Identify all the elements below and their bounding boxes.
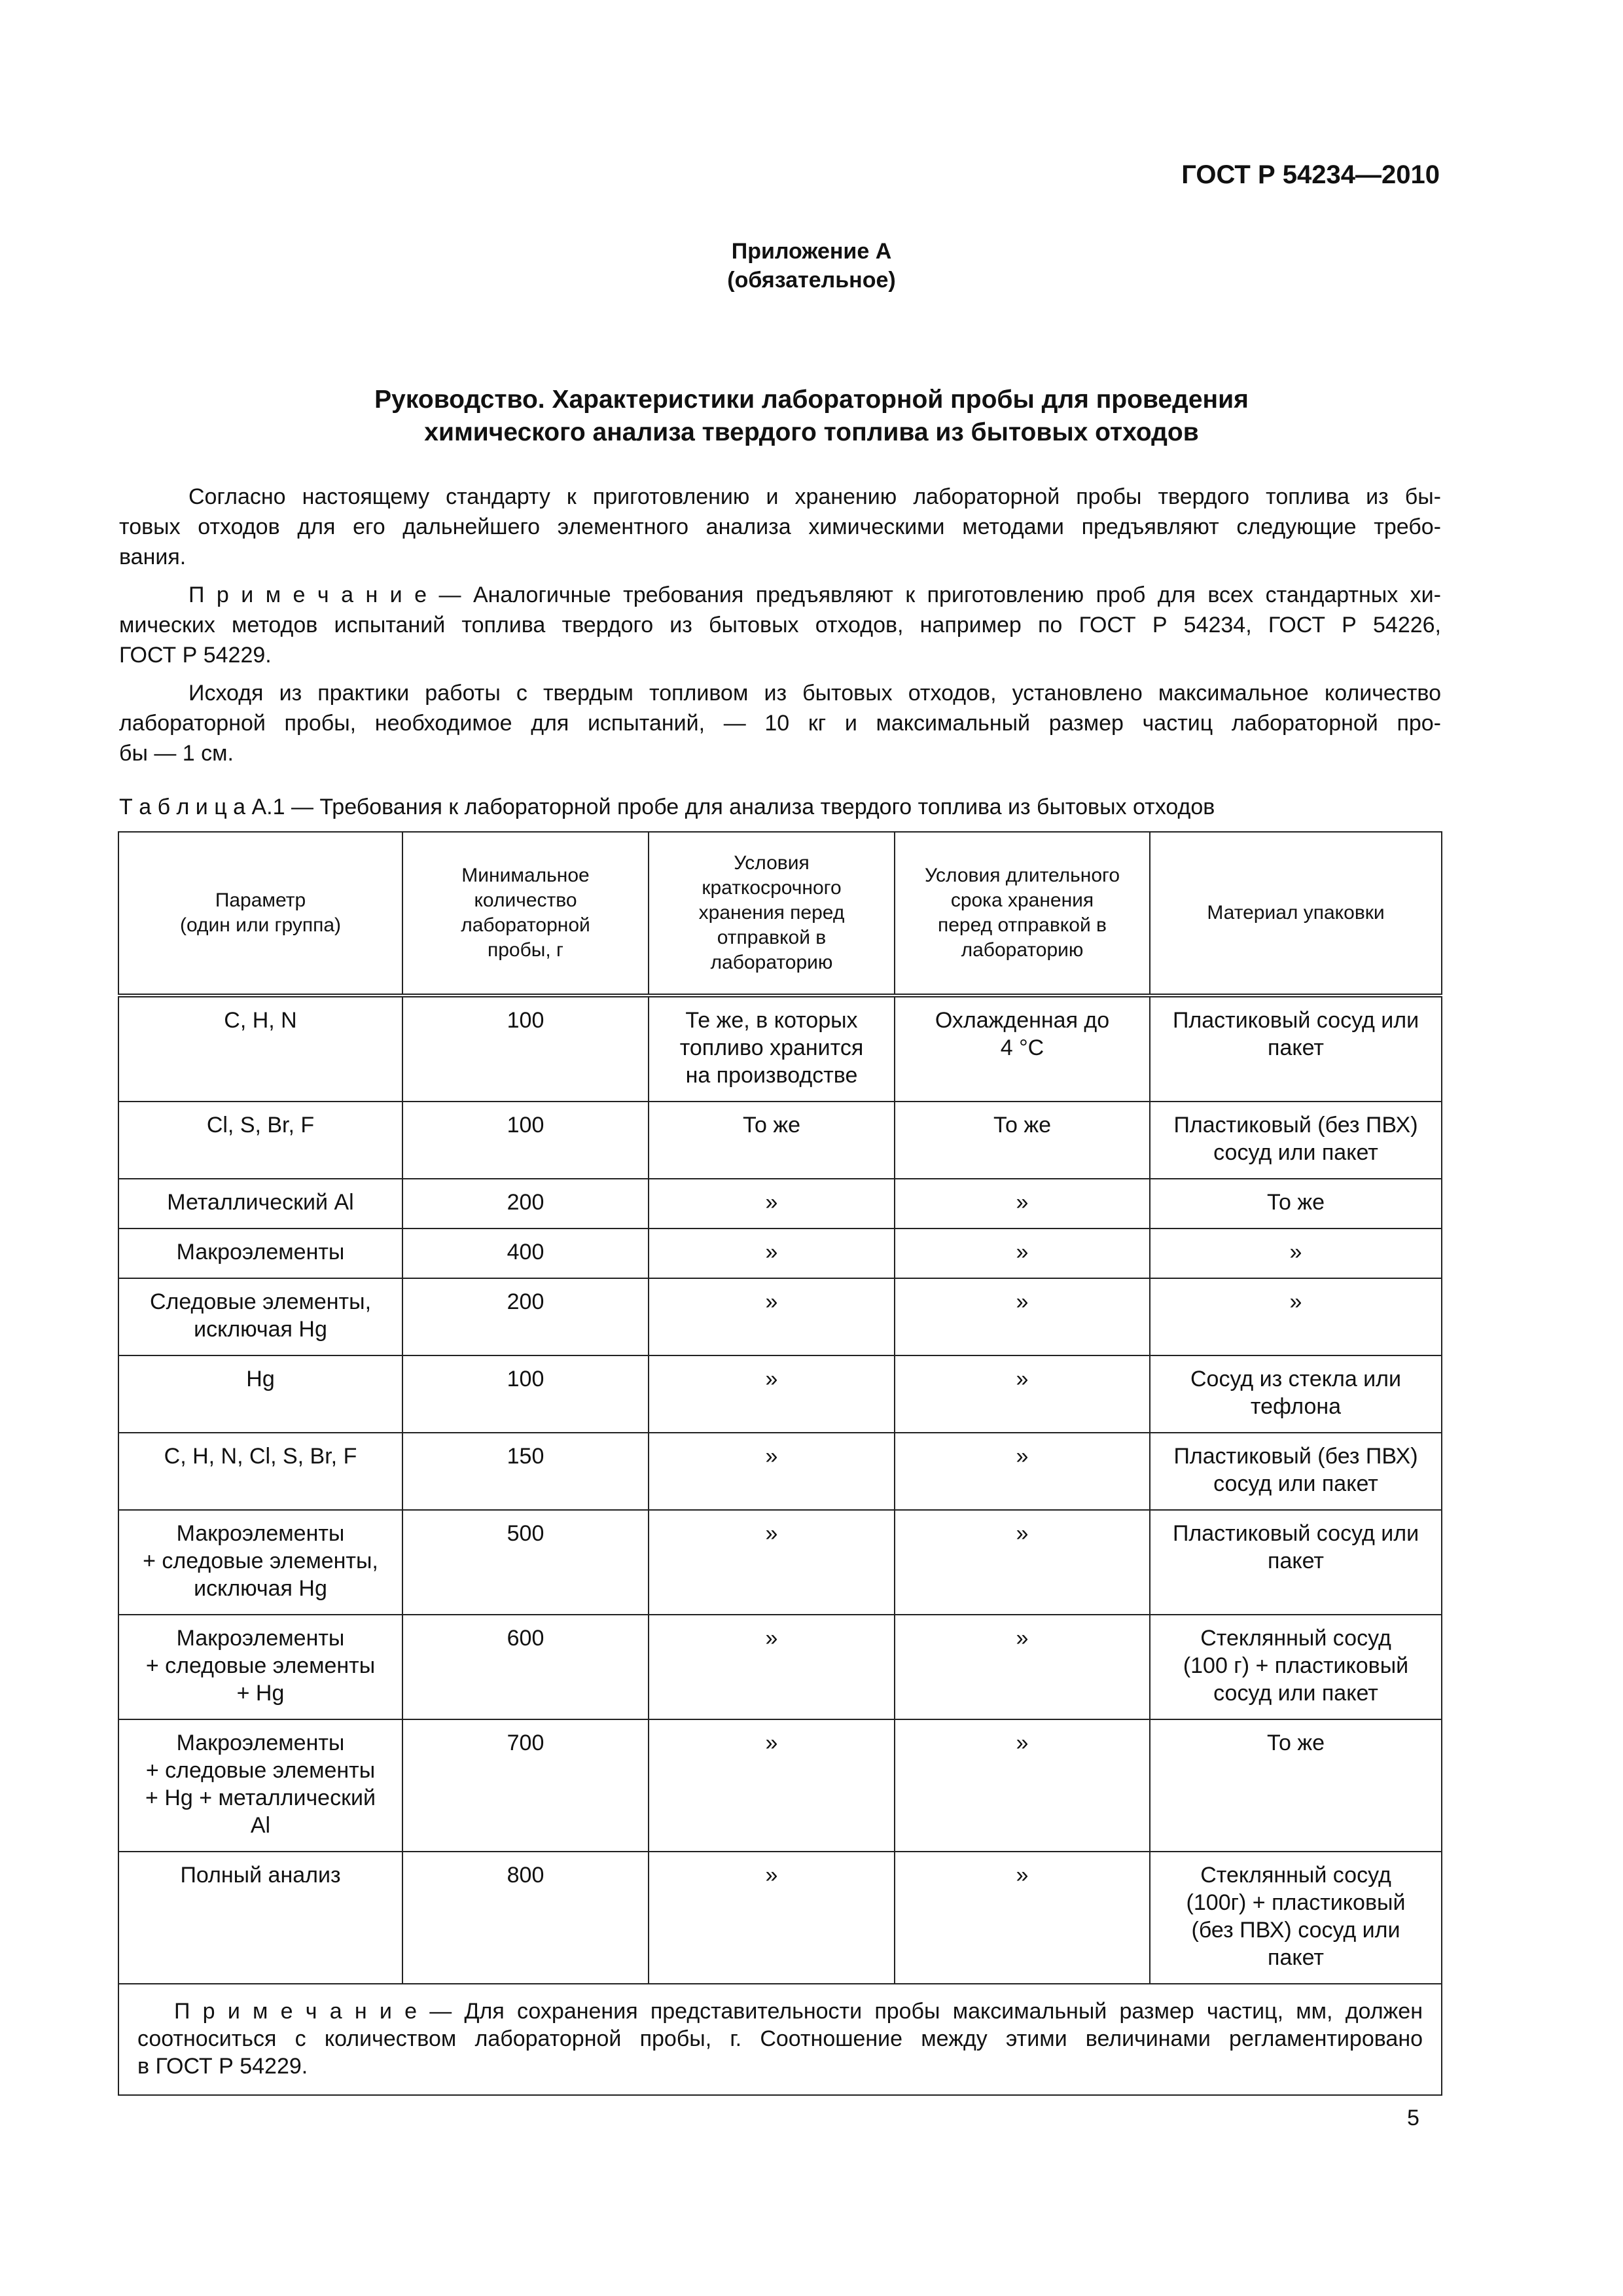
cell-min-quantity: 700	[402, 1719, 649, 1852]
cell-line: То же	[993, 1113, 1052, 1138]
cell-min-quantity: 500	[402, 1510, 649, 1615]
cell-parameter	[118, 1852, 402, 1984]
cell-line: Следовые элементы,	[149, 1289, 372, 1314]
cell-line: Макроэлементы	[176, 1240, 345, 1265]
cell-line: »	[765, 1731, 778, 1755]
table-row	[118, 1510, 1442, 1615]
requirements-table	[118, 831, 1442, 2096]
cell-min-quantity: 400	[402, 1229, 649, 1278]
cell-line: То же	[1266, 1190, 1325, 1215]
paragraph-line: товых отходов для его дальнейшего элементного анализа химическими методами предъявляют следующие требо-	[119, 514, 1441, 539]
cell-line: »	[765, 1444, 778, 1469]
cell-long-storage	[895, 1433, 1150, 1510]
cell-line: »	[1016, 1289, 1029, 1314]
paragraph-line: Исходя из практики работы с твердым топливом из бытовых отходов, установлено максимальное количество	[188, 681, 1441, 706]
cell-line: »	[1016, 1190, 1029, 1215]
intro-paragraph	[119, 482, 1441, 572]
cell-packaging	[1150, 1278, 1442, 1355]
cell-line: пакет	[1268, 1035, 1324, 1060]
main-heading	[131, 384, 1492, 449]
cell-line: 4 °С	[1000, 1035, 1044, 1060]
paragraph-line: мических методов испытаний топлива твердого из бытовых отходов, например по ГОСТ Р 54234, ГОСТ Р 54226,	[119, 613, 1441, 637]
cell-min-quantity: 100	[402, 1355, 649, 1433]
cell-short-storage	[649, 1510, 895, 1615]
cell-long-storage	[895, 1852, 1150, 1984]
page-number: 5	[1407, 2106, 1419, 2130]
cell-long-storage	[895, 1102, 1150, 1179]
cell-line: C, H, N, Cl, S, Br, F	[164, 1444, 357, 1469]
table-note-label: П р и м е ч а н и е	[174, 1999, 418, 2024]
header-line: Параметр	[215, 889, 306, 911]
header-line: Материал упаковки	[1207, 902, 1385, 924]
appendix-status: (обязательное)	[727, 268, 896, 293]
cell-short-storage	[649, 1355, 895, 1433]
header-line: Минимальное	[461, 865, 590, 886]
cell-parameter	[118, 1278, 402, 1355]
cell-short-storage	[649, 1615, 895, 1719]
cell-line: »	[1016, 1863, 1029, 1888]
cell-min-quantity: 100	[402, 1102, 649, 1179]
cell-parameter	[118, 1102, 402, 1179]
cell-line: Макроэлементы	[176, 1626, 345, 1651]
cell-min-quantity: 600	[402, 1615, 649, 1719]
table-caption	[119, 795, 1215, 820]
cell-long-storage	[895, 1719, 1150, 1852]
cell-line: Макроэлементы	[176, 1521, 345, 1546]
header-line: Условия длительного	[924, 865, 1120, 886]
cell-line: + следовые элементы	[145, 1758, 376, 1783]
cell-parameter	[118, 1229, 402, 1278]
header-min-quantity	[402, 832, 649, 996]
practice-paragraph	[119, 678, 1441, 768]
cell-line: »	[1016, 1626, 1029, 1651]
paragraph-line: Согласно настоящему стандарту к приготовлению и хранению лабораторной пробы твердого топлива из бы-	[188, 484, 1441, 509]
cell-line: Пластиковый сосуд или	[1172, 1008, 1419, 1033]
header-line: количество	[474, 889, 577, 911]
table-row	[118, 1719, 1442, 1852]
cell-packaging	[1150, 1433, 1442, 1510]
header-long-storage	[895, 832, 1150, 996]
cell-parameter	[118, 996, 402, 1102]
cell-line: на производстве	[685, 1063, 858, 1088]
cell-packaging	[1150, 1179, 1442, 1229]
header-line: отправкой в	[717, 927, 827, 948]
cell-line: Cl, S, Br, F	[206, 1113, 315, 1138]
table-caption-text: А.1 — Требования к лабораторной пробе для анализа твердого топлива из бытовых отходов	[245, 795, 1215, 819]
cell-long-storage	[895, 1355, 1150, 1433]
cell-parameter	[118, 1179, 402, 1229]
table-note-row	[118, 1984, 1442, 2095]
paragraph-line: бы — 1 см.	[119, 741, 234, 766]
cell-line: Полный анализ	[180, 1863, 341, 1888]
header-packaging	[1150, 832, 1442, 996]
table-row	[118, 1852, 1442, 1984]
cell-line: Пластиковый (без ПВХ)	[1173, 1113, 1418, 1138]
table-caption-label: Т а б л и ц а	[119, 795, 246, 819]
cell-parameter	[118, 1433, 402, 1510]
cell-packaging	[1150, 1615, 1442, 1719]
cell-parameter	[118, 1355, 402, 1433]
cell-line: То же	[742, 1113, 801, 1138]
cell-long-storage	[895, 1615, 1150, 1719]
header-line: лабораторию	[710, 952, 833, 973]
cell-line: исключая Hg	[194, 1576, 327, 1601]
cell-line: пакет	[1268, 1549, 1324, 1573]
table-row	[118, 1278, 1442, 1355]
cell-line: То же	[1266, 1731, 1325, 1755]
cell-packaging	[1150, 996, 1442, 1102]
main-heading-line: химического анализа твердого топлива из бытовых отходов	[424, 418, 1199, 446]
cell-line: »	[1289, 1289, 1302, 1314]
cell-long-storage	[895, 1229, 1150, 1278]
cell-line: Охлажденная до	[935, 1008, 1110, 1033]
cell-line: »	[765, 1190, 778, 1215]
cell-line: »	[1289, 1240, 1302, 1265]
cell-line: »	[765, 1240, 778, 1265]
cell-min-quantity: 150	[402, 1433, 649, 1510]
cell-min-quantity: 200	[402, 1278, 649, 1355]
cell-line: Стеклянный сосуд	[1200, 1863, 1391, 1888]
cell-line: »	[1016, 1240, 1029, 1265]
paragraph-line: лабораторной пробы, необходимое для испытаний, — 10 кг и максимальный размер частиц лабораторной про-	[119, 711, 1441, 736]
cell-short-storage	[649, 1229, 895, 1278]
cell-line: Макроэлементы	[176, 1731, 345, 1755]
table-row	[118, 1615, 1442, 1719]
cell-short-storage	[649, 1278, 895, 1355]
cell-long-storage	[895, 1179, 1150, 1229]
note-text: — Аналогичные требования предъявляют к приготовлению проб для всех стандартных хи-	[427, 583, 1441, 607]
header-line: Условия	[734, 852, 810, 874]
cell-line: Металлический Al	[167, 1190, 354, 1215]
cell-packaging	[1150, 1510, 1442, 1615]
table-note-line: в ГОСТ Р 54229.	[137, 2054, 308, 2079]
cell-line: »	[765, 1367, 778, 1391]
cell-line: сосуд или пакет	[1213, 1140, 1378, 1165]
header-parameter	[118, 832, 402, 996]
note-paragraph	[119, 580, 1441, 670]
cell-packaging	[1150, 1355, 1442, 1433]
cell-line: (100г) + пластиковый	[1186, 1890, 1406, 1915]
cell-line: тефлона	[1250, 1394, 1342, 1419]
table-note-text: — Для сохранения представительности пробы максимальный размер частиц, мм, должен	[417, 1999, 1423, 2024]
header-line: (один или группа)	[180, 914, 341, 936]
cell-line: »	[765, 1863, 778, 1888]
paragraph-line	[119, 580, 1441, 610]
header-line: хранения перед	[698, 902, 845, 924]
table-row	[118, 1433, 1442, 1510]
paragraph-line: вания.	[119, 545, 187, 569]
table-row	[118, 1355, 1442, 1433]
cell-min-quantity: 100	[402, 996, 649, 1102]
cell-line: + Hg	[236, 1681, 285, 1706]
header-line: перед отправкой в	[938, 914, 1107, 936]
cell-line: »	[765, 1521, 778, 1546]
cell-line: Те же, в которых	[685, 1008, 858, 1033]
cell-long-storage	[895, 1510, 1150, 1615]
cell-line: »	[765, 1289, 778, 1314]
header-line: лабораторию	[961, 939, 1084, 961]
cell-line: »	[1016, 1731, 1029, 1755]
cell-parameter	[118, 1510, 402, 1615]
cell-line: + Hg + металлический	[145, 1785, 376, 1810]
cell-line: Пластиковый сосуд или	[1172, 1521, 1419, 1546]
cell-line: »	[1016, 1444, 1029, 1469]
cell-line: пакет	[1268, 1945, 1324, 1970]
cell-parameter	[118, 1615, 402, 1719]
table-row	[118, 1229, 1442, 1278]
appendix-label: Приложение А	[731, 239, 892, 264]
header-short-storage	[649, 832, 895, 996]
cell-line: (без ПВХ) сосуд или	[1191, 1918, 1400, 1943]
cell-packaging	[1150, 1229, 1442, 1278]
cell-packaging	[1150, 1102, 1442, 1179]
header-line: пробы, г	[488, 939, 563, 961]
cell-min-quantity: 800	[402, 1852, 649, 1984]
table-header-row	[118, 832, 1442, 996]
header-line: лабораторной	[461, 914, 590, 936]
cell-short-storage	[649, 1719, 895, 1852]
cell-short-storage	[649, 1433, 895, 1510]
table-note	[118, 1984, 1442, 2095]
cell-line: сосуд или пакет	[1213, 1471, 1378, 1496]
cell-min-quantity: 200	[402, 1179, 649, 1229]
appendix-title	[0, 237, 1623, 295]
cell-line: Hg	[246, 1367, 275, 1391]
table-row	[118, 996, 1442, 1102]
cell-short-storage	[649, 1852, 895, 1984]
table-note-line	[137, 1998, 1423, 2025]
header-line: срока хранения	[950, 889, 1094, 911]
cell-line: C, H, N	[224, 1008, 297, 1033]
cell-short-storage	[649, 1102, 895, 1179]
cell-packaging	[1150, 1852, 1442, 1984]
table-row	[118, 1102, 1442, 1179]
header-line: краткосрочного	[702, 877, 842, 899]
cell-long-storage	[895, 1278, 1150, 1355]
cell-line: Пластиковый (без ПВХ)	[1173, 1444, 1418, 1469]
note-label: П р и м е ч а н и е	[188, 583, 427, 607]
cell-line: (100 г) + пластиковый	[1183, 1653, 1409, 1678]
cell-line: + следовые элементы,	[143, 1549, 378, 1573]
table-row	[118, 1179, 1442, 1229]
cell-short-storage	[649, 1179, 895, 1229]
cell-line: »	[765, 1626, 778, 1651]
cell-line: топливо хранится	[679, 1035, 864, 1060]
table-note-line: соотноситься с количеством лабораторной пробы, г. Соотношение между этими величинами регламентировано	[137, 2026, 1423, 2051]
cell-line: »	[1016, 1367, 1029, 1391]
cell-line: + следовые элементы	[145, 1653, 376, 1678]
cell-line: сосуд или пакет	[1213, 1681, 1378, 1706]
cell-parameter	[118, 1719, 402, 1852]
cell-line: »	[1016, 1521, 1029, 1546]
cell-line: Стеклянный сосуд	[1200, 1626, 1391, 1651]
cell-line: Сосуд из стекла или	[1190, 1367, 1402, 1391]
cell-line: Al	[250, 1813, 271, 1838]
paragraph-line: ГОСТ Р 54229.	[119, 643, 272, 668]
cell-long-storage	[895, 996, 1150, 1102]
cell-line: исключая Hg	[194, 1317, 327, 1342]
cell-packaging	[1150, 1719, 1442, 1852]
document-code: ГОСТ Р 54234—2010	[1181, 160, 1440, 189]
main-heading-line: Руководство. Характеристики лабораторной пробы для проведения	[374, 386, 1249, 414]
cell-short-storage	[649, 996, 895, 1102]
